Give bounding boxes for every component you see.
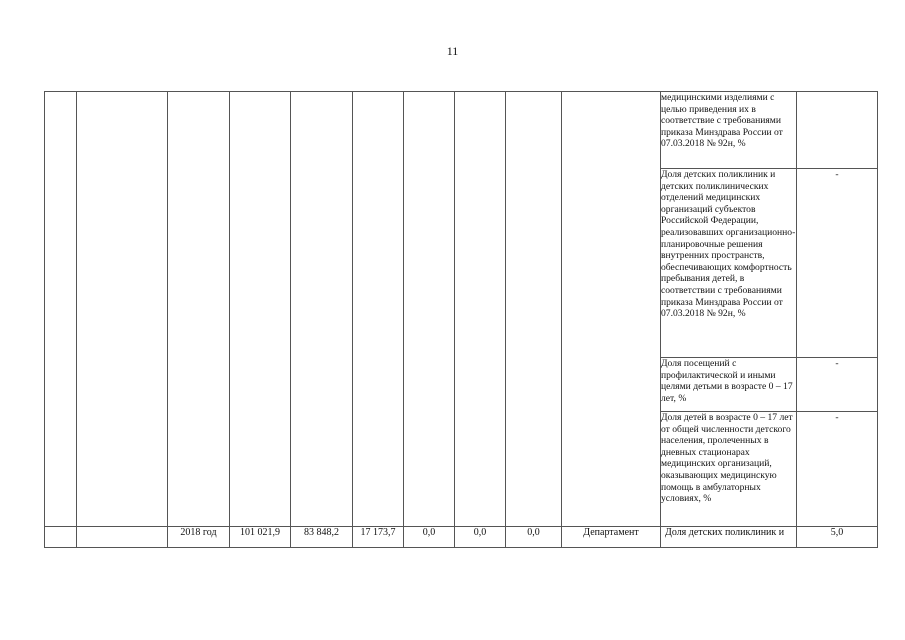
indicator-value: - [797,358,878,412]
indicator-value: - [797,169,878,358]
cell-col5 [455,92,506,527]
indicator-text: Доля детских поликлиник и детских поликлинических отделений медицинских организаций субъектов Российской Федерации, реализовавших организационно-планировочные решения внутренних пространств, обеспечивающих комфортность пребывания детей, в соответствии с требованиями приказа Минздрава России от 07.03.2018 № 92н, % [661,169,796,320]
indicator-text: Доля детских поликлиник и [661,527,797,548]
cell-total [230,92,291,527]
cell-name [77,92,168,527]
indicator-text: Доля детей в возрасте 0 – 17 лет от общей численности детского населения, пролеченных в дневных стационарах медицинских организаций, оказывающих медицинскую помощь в амбулаторных условиях, % [661,412,793,505]
cell-executor: Департамент [562,527,661,548]
indicator-cell [661,358,797,412]
table-row [45,92,878,169]
table-row [45,527,878,548]
cell-col4 [404,92,455,527]
cell-number [45,527,77,548]
cell-federal: 83 848,2 [291,527,353,548]
cell-col6: 0,0 [506,527,562,548]
cell-regional: 17 173,7 [353,527,404,548]
indicator-cell [661,169,797,358]
cell-col5: 0,0 [455,527,506,548]
cell-col4: 0,0 [404,527,455,548]
cell-year [168,92,230,527]
indicator-value [797,92,878,169]
cell-federal [291,92,353,527]
indicator-cell [661,412,797,527]
page-number: 11 [446,44,459,58]
program-table [44,91,878,548]
cell-col6 [506,92,562,527]
indicator-text: Доля посещений с профилактической и иными целями детьми в возрасте 0 – 17 лет, % [661,358,793,404]
cell-year: 2018 год [168,527,230,548]
cell-regional [353,92,404,527]
indicator-value: 5,0 [797,527,878,548]
cell-total: 101 021,9 [230,527,291,548]
indicator-text: медицинскими изделиями с целью приведения их в соответствие с требованиями приказа Минздрава России от 07.03.2018 № 92н, % [661,92,783,150]
indicator-value: - [797,412,878,527]
indicator-cell [661,92,797,169]
cell-executor [562,92,661,527]
cell-name [77,527,168,548]
cell-number [45,92,77,527]
